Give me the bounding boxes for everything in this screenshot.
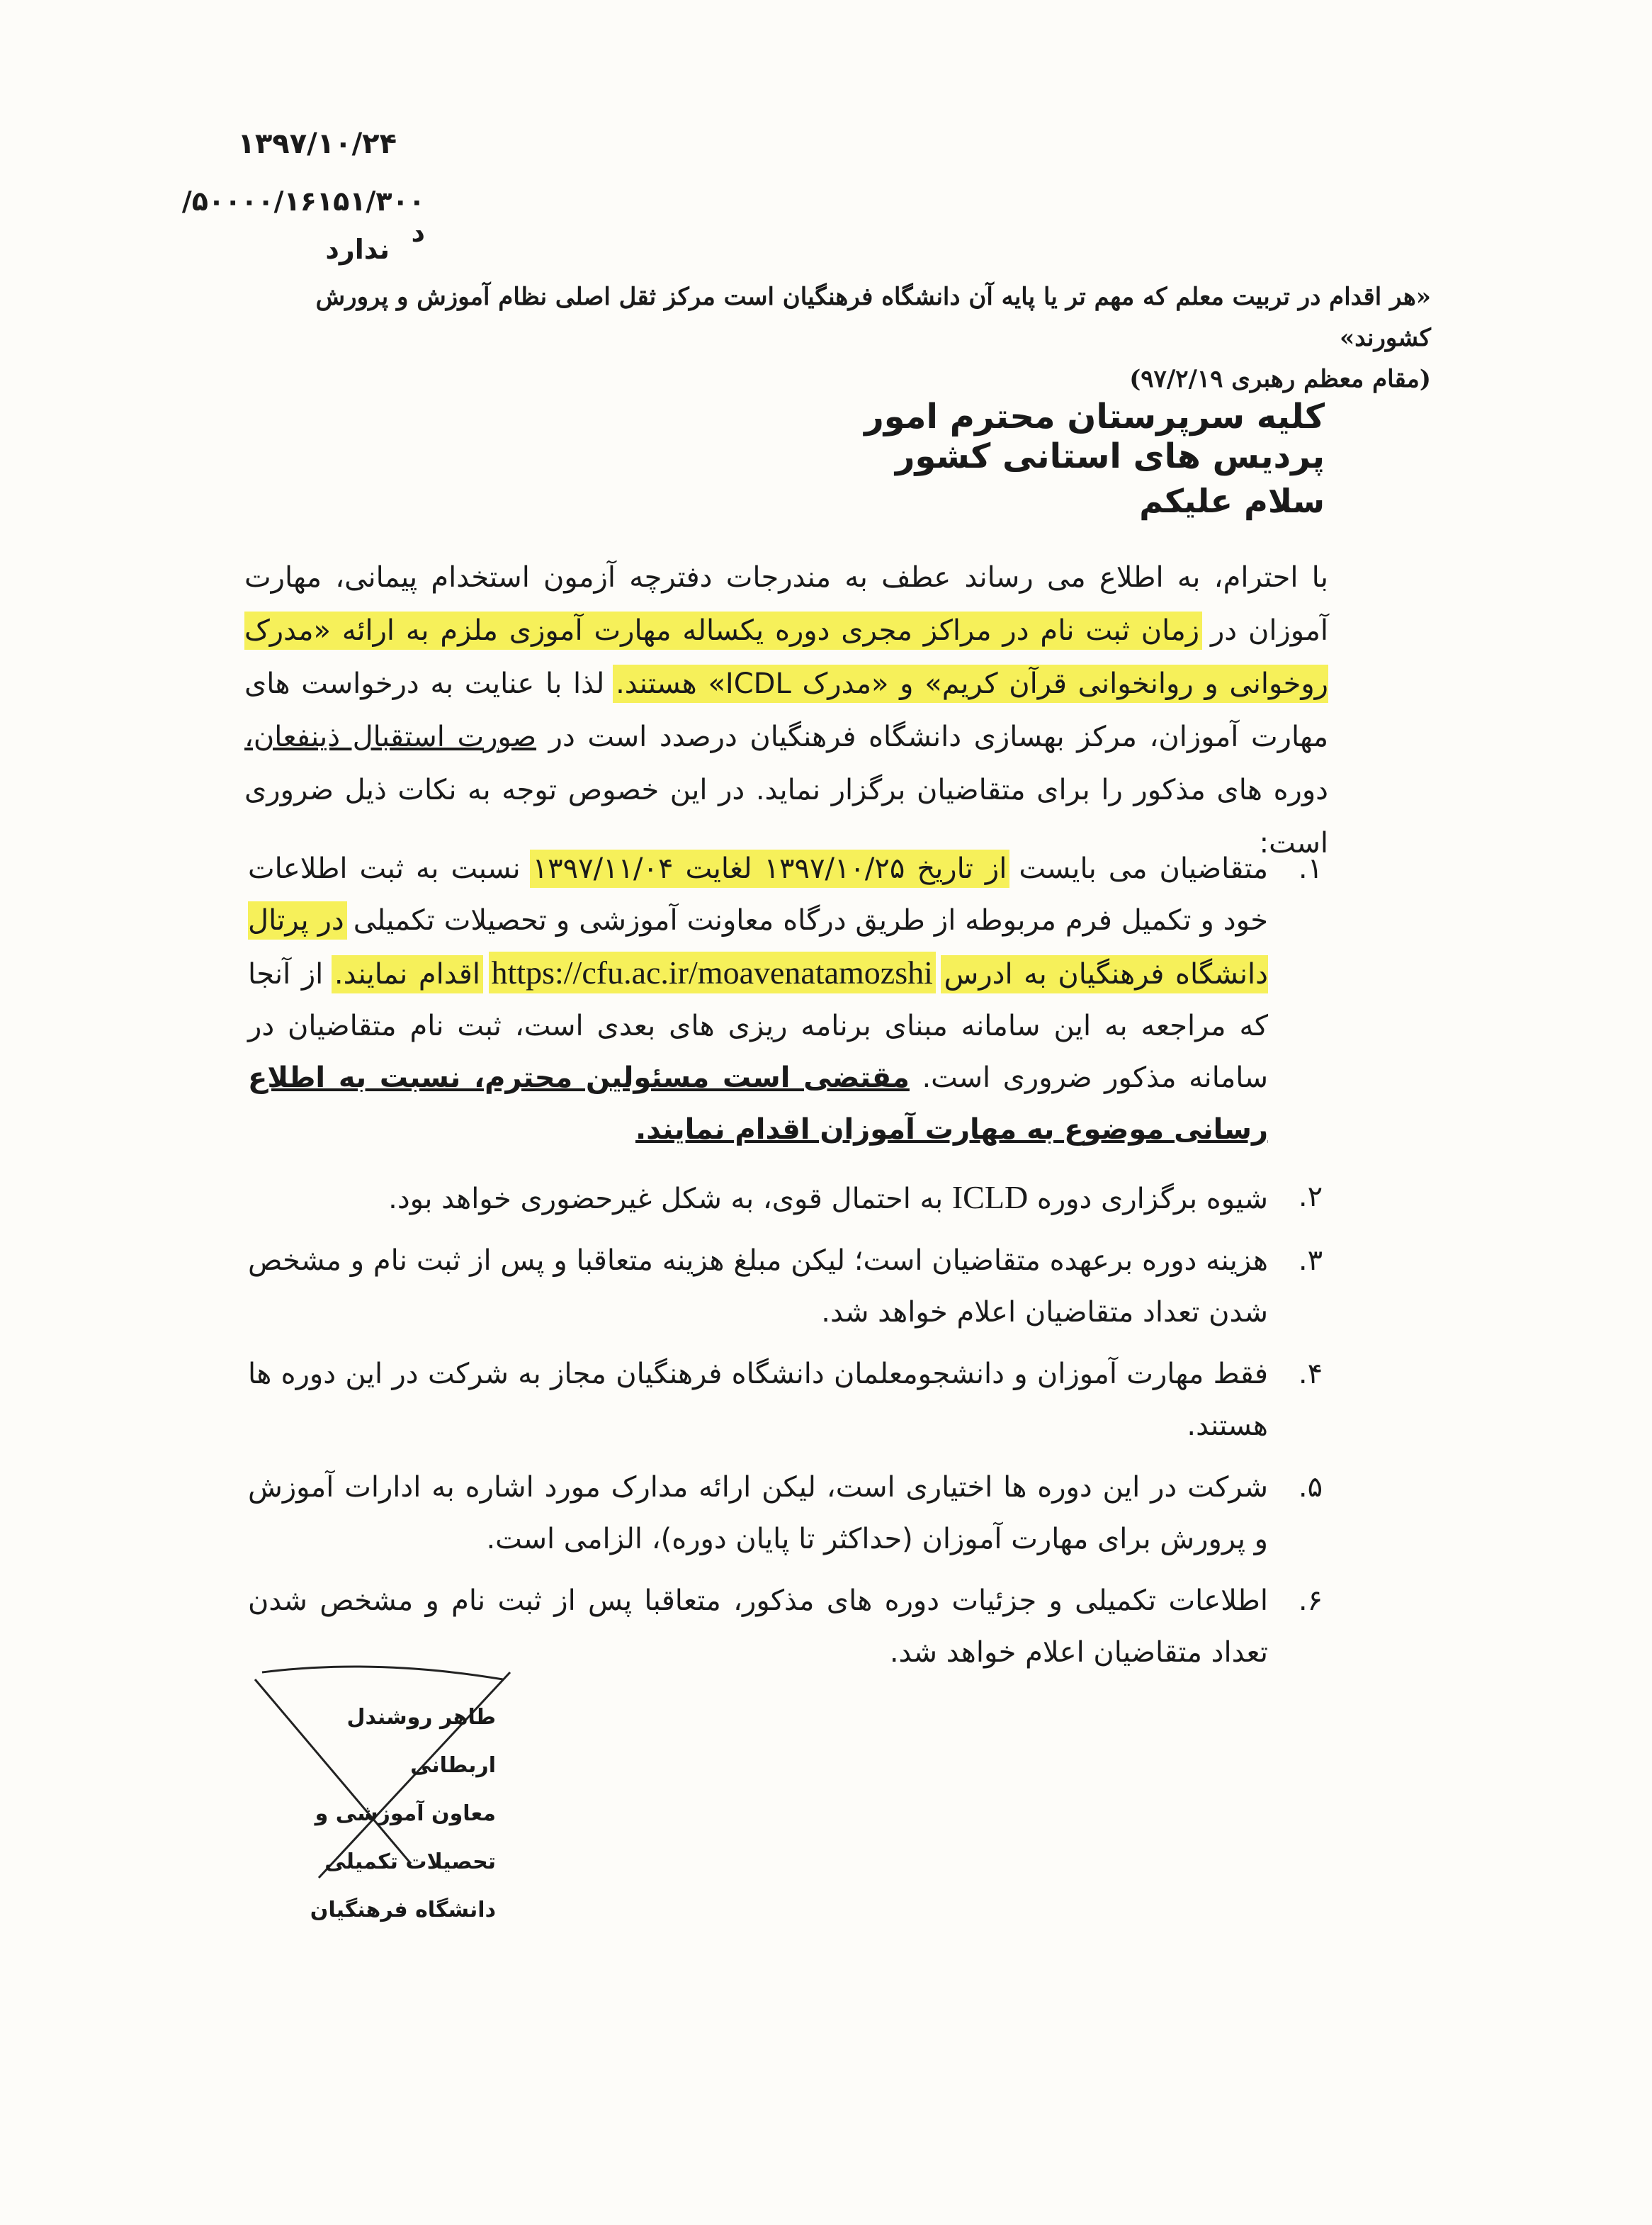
item-number: ۱. [1298, 852, 1323, 885]
signature-block [255, 1694, 496, 1934]
signer-title: معاون آموزشی و تحصیلات تکمیلی [315, 1801, 496, 1874]
item-text: شرکت در این دوره ها اختیاری است، لیکن ارائه مدارک مورد اشاره به ادارات آموزش و پرورش برای مهارت آموزان (حداکثر تا پایان دوره)، الزامی است. [248, 1471, 1268, 1555]
intro-highlighted-requirement: زمان ثبت نام در مراکز مجری دوره یکساله مهارت آموزی ملزم به ارائه «مدرک روخوانی و روانخوانی قرآن کریم» و «مدرک ICDL» هستند. [244, 614, 1328, 700]
intro-part-1: با احترام، به اطلاع می رساند عطف به مندرجات دفترچه آزمون استخدام پیمانی، مهارت آموزان در [244, 561, 1328, 647]
highlighted-portal: در پرتال دانشگاه فرهنگیان به ادرس [248, 904, 1268, 991]
letter-attachment: ندارد [325, 234, 390, 265]
letter-date: ۱۳۹۷/۱۰/۲۴ [237, 128, 397, 160]
item-number: ۴. [1298, 1358, 1323, 1390]
item-text: هزینه دوره برعهده متقاضیان است؛ لیکن مبلغ هزینه متعاقبا و پس از ثبت نام و مشخص شدن تعداد متقاضیان اعلام خواهد شد. [248, 1244, 1268, 1329]
item-number: ۵. [1298, 1471, 1323, 1504]
list-item [248, 843, 1323, 1156]
item-text: شیوه برگزاری دوره [1036, 1183, 1268, 1215]
signer-organization: دانشگاه فرهنگیان [310, 1898, 496, 1922]
item-text: نسبت به ثبت اطلاعات خود و تکمیل فرم مربوطه از طریق درگاه معاونت آموزشی و تحصیلات تکمیلی [248, 852, 1269, 937]
highlighted-action: اقدام نمایند. [334, 958, 480, 991]
course-code: ICLD [951, 1179, 1029, 1215]
notes-list [248, 843, 1323, 1689]
item-text: از آنجا که مراجعه به این سامانه مبنای برنامه ریزی های بعدی است، ثبت نام متقاضیان در سامانه مذکور ضروری است. [248, 958, 1269, 1094]
quote-text: «هر اقدام در تربیت معلم که مهم تر یا پایه آن دانشگاه فرهنگیان است مرکز ثقل اصلی نظام آموزش و پرورش کشورند» [315, 283, 1431, 352]
signer-name: طاهر روشندل اربطانی [346, 1705, 496, 1778]
list-item [248, 1348, 1323, 1452]
leader-quote [269, 276, 1431, 400]
underlined-instruction: مقتضی است مسئولین محترم، نسبت به اطلاع رسانی موضوع به مهارت آموزان اقدام نمایند. [248, 1061, 1268, 1146]
item-text: فقط مهارت آموزان و دانشجومعلمان دانشگاه فرهنگیان مجاز به شرکت در این دوره ها هستند. [248, 1358, 1268, 1442]
intro-part-5: دوره های مذکور را برای متقاضیان برگزار نماید. در این خصوص توجه به نکات ذیل ضروری است: [244, 774, 1328, 860]
item-number: ۳. [1298, 1244, 1323, 1277]
intro-underlined-condition: صورت استقبال ذینفعان، [244, 721, 537, 753]
recipient-line: کلیه سرپرستان محترم امور پردیس های استانی کشور [864, 397, 1325, 476]
list-item [248, 1462, 1323, 1565]
item-text: به احتمال قوی، به شکل غیرحضوری خواهد بود. [388, 1183, 944, 1215]
portal-url-link[interactable]: https://cfu.ac.ir/moavenatamozshi [491, 954, 933, 991]
item-number: ۶. [1298, 1584, 1323, 1617]
list-item [248, 1235, 1323, 1339]
highlighted-date-range: از تاریخ ۱۳۹۷/۱۰/۲۵ لغایت ۱۳۹۷/۱۱/۰۴ [532, 852, 1007, 885]
intro-paragraph [244, 551, 1328, 870]
list-item [248, 1171, 1323, 1225]
item-text: متقاضیان می بایست [1019, 852, 1268, 885]
quote-source: (مقام معظم رهبری ۹۷/۲/۱۹) [1129, 365, 1431, 393]
item-number: ۲. [1298, 1181, 1323, 1213]
letter-number: ۵۰۰۰۰/۱۶۱۵۱/۳۰۰/د [181, 186, 425, 248]
intro-part-3: لذا با عنایت به درخواست های مهارت آموزان، مرکز بهسازی دانشگاه فرهنگیان درصدد است در [244, 668, 1328, 753]
item-text: اطلاعات تکمیلی و جزئیات دوره های مذکور، متعاقبا پس از ثبت نام و مشخص شدن تعداد متقاضیان اعلام خواهد شد. [248, 1584, 1268, 1669]
greeting: سلام علیکم [1139, 482, 1325, 520]
